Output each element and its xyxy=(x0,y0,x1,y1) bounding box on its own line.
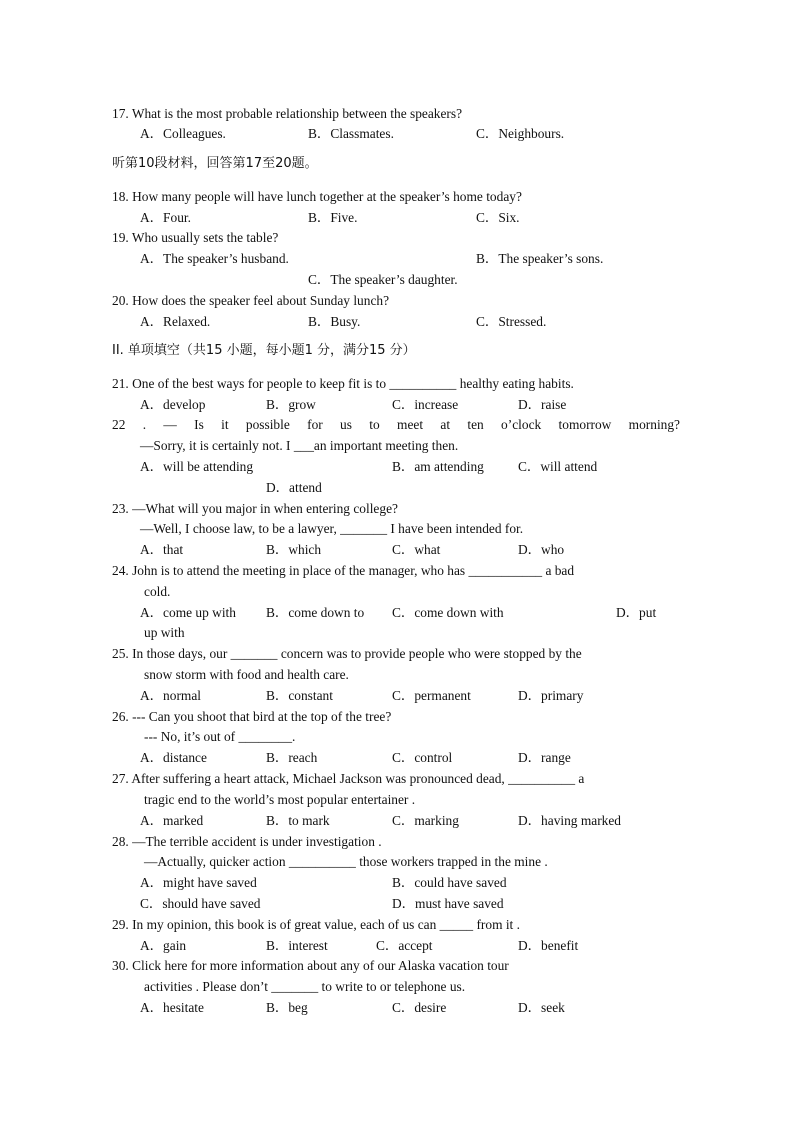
question-20-option-c: C．Stressed. xyxy=(476,314,547,329)
question-27-option-b: B．to mark xyxy=(266,813,330,828)
question-26-option-b: B．reach xyxy=(266,750,318,765)
question-23-option-a: A．that xyxy=(140,542,184,557)
question-18-option-b: B．Five. xyxy=(308,210,358,225)
question-28-option-d: D．must have saved xyxy=(392,896,504,911)
question-18: 18. How many people will have lunch together at the speaker’s home today? xyxy=(112,189,522,204)
question-30: 30. Click here for more information about any of our Alaska vacation tour xyxy=(112,958,509,973)
question-18-option-a: A．Four. xyxy=(140,210,191,225)
question-28-option-b: B．could have saved xyxy=(392,875,507,890)
question-27: 27. After suffering a heart attack, Michael Jackson was pronounced dead, __________ a xyxy=(112,771,585,786)
question-26-option-c: C．control xyxy=(392,750,453,765)
question-27-continuation: tragic end to the world’s most popular entertainer . xyxy=(144,792,416,807)
question-24: 24. John is to attend the meeting in place of the manager, who has ___________ a bad xyxy=(112,563,575,578)
question-25-option-a: A．normal xyxy=(140,688,201,703)
question-30-option-a: A．hesitate xyxy=(140,1000,204,1015)
question-29-option-d: D．benefit xyxy=(518,938,579,953)
question-22-response: —Sorry, it is certainly not. I ___an important meeting then. xyxy=(140,438,459,453)
question-21-option-b: B．grow xyxy=(266,397,316,412)
question-23: 23. —What will you major in when entering college? xyxy=(112,501,398,516)
question-27-option-a: A．marked xyxy=(140,813,204,828)
question-26-option-d: D．range xyxy=(518,750,571,765)
question-20: 20. How does the speaker feel about Sunday lunch? xyxy=(112,293,390,308)
question-24-option-b: B．come down to xyxy=(266,605,365,620)
question-18-option-c: C．Six. xyxy=(476,210,520,225)
question-25: 25. In those days, our _______ concern was to provide people who were stopped by the xyxy=(112,646,582,661)
question-27-option-c: C．marking xyxy=(392,813,459,828)
question-23-option-c: C．what xyxy=(392,542,441,557)
question-24-option-c: C．come down with xyxy=(392,605,504,620)
question-23-option-b: B．which xyxy=(266,542,322,557)
question-29-option-a: A．gain xyxy=(140,938,187,953)
question-28: 28. —The terrible accident is under investigation . xyxy=(112,834,382,849)
question-23-response: —Well, I choose law, to be a lawyer, _______ I have been intended for. xyxy=(140,521,524,536)
question-24-continuation: cold. xyxy=(144,584,171,599)
question-30-option-c: C．desire xyxy=(392,1000,447,1015)
question-26: 26. --- Can you shoot that bird at the top of the tree? xyxy=(112,709,392,724)
question-19: 19. Who usually sets the table? xyxy=(112,230,279,245)
listening-section-10-instruction: 听第10段材料，回答第17至20题。 xyxy=(112,156,318,171)
question-22-option-a: A．will be attending xyxy=(140,459,254,474)
question-25-option-d: D．primary xyxy=(518,688,584,703)
question-25-continuation: snow storm with food and health care. xyxy=(144,667,349,682)
question-20-option-b: B．Busy. xyxy=(308,314,361,329)
question-30-option-d: D．seek xyxy=(518,1000,565,1015)
question-25-option-c: C．permanent xyxy=(392,688,471,703)
question-24-option-d: D．put xyxy=(616,605,657,620)
question-28-option-c: C．should have saved xyxy=(140,896,261,911)
question-30-option-b: B．beg xyxy=(266,1000,308,1015)
question-22: 22 . — Is it possible for us to meet at ten o’clock tomorrow morning? xyxy=(112,417,680,432)
question-23-option-d: D．who xyxy=(518,542,565,557)
question-19-option-a: A．The speaker’s husband. xyxy=(140,251,289,266)
question-25-option-b: B．constant xyxy=(266,688,333,703)
question-28-response: —Actually, quicker action __________ those workers trapped in the mine . xyxy=(144,854,548,869)
section-2-heading: II. 单项填空（共15 小题，每小题1 分，满分15 分） xyxy=(112,343,416,358)
question-17-option-c: C．Neighbours. xyxy=(476,126,565,141)
question-21-option-d: D．raise xyxy=(518,397,567,412)
question-29: 29. In my opinion, this book is of great value, each of us can _____ from it . xyxy=(112,917,520,932)
question-29-option-c: C．accept xyxy=(376,938,433,953)
question-30-continuation: activities . Please don’t _______ to write to or telephone us. xyxy=(144,979,466,994)
question-24-option-a: A．come up with xyxy=(140,605,236,620)
question-21-option-a: A．develop xyxy=(140,397,206,412)
question-17-option-a: A．Colleagues. xyxy=(140,126,226,141)
question-19-option-b: B．The speaker’s sons. xyxy=(476,251,604,266)
question-26-option-a: A．distance xyxy=(140,750,207,765)
question-28-option-a: A．might have saved xyxy=(140,875,257,890)
question-26-response: --- No, it’s out of ________. xyxy=(144,729,296,744)
question-29-option-b: B．interest xyxy=(266,938,328,953)
question-27-option-d: D．having marked xyxy=(518,813,622,828)
question-22-option-d: D．attend xyxy=(266,480,322,495)
question-20-option-a: A．Relaxed. xyxy=(140,314,211,329)
question-21: 21. One of the best ways for people to keep fit is to __________ healthy eating habits. xyxy=(112,376,574,391)
question-17-option-b: B．Classmates. xyxy=(308,126,394,141)
question-21-option-c: C．increase xyxy=(392,397,459,412)
question-24-option-d-continuation: up with xyxy=(144,625,185,640)
question-19-option-c: C．The speaker’s daughter. xyxy=(308,272,458,287)
question-22-option-b: B．am attending xyxy=(392,459,484,474)
question-22-option-c: C．will attend xyxy=(518,459,598,474)
question-17: 17. What is the most probable relationship between the speakers? xyxy=(112,106,463,121)
